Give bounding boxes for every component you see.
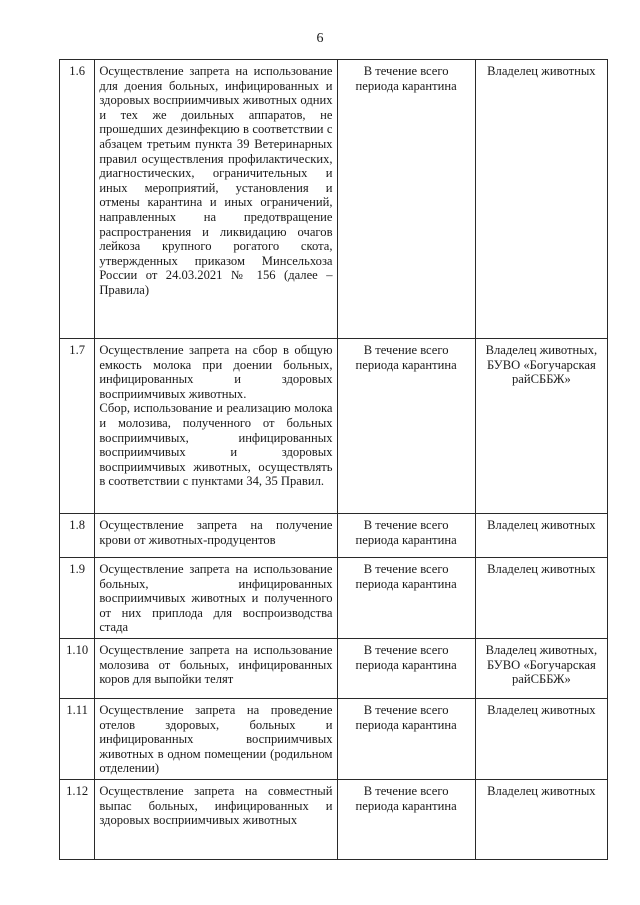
row-term: В течение всего периода карантина — [337, 558, 475, 639]
row-number: 1.7 — [60, 339, 95, 514]
row-description — [95, 558, 337, 639]
row-description — [95, 514, 337, 558]
row-description — [95, 339, 337, 514]
row-term: В течение всего периода карантина — [337, 698, 475, 779]
row-number: 1.8 — [60, 514, 95, 558]
row-description — [95, 638, 337, 698]
row-number: 1.6 — [60, 60, 95, 339]
row-term: В течение всего периода карантина — [337, 60, 475, 339]
row-description — [95, 698, 337, 779]
row-description — [95, 60, 337, 339]
table-row — [60, 638, 608, 698]
row-responsible: Владелец животных — [475, 60, 607, 339]
row-responsible: Владелец животных — [475, 698, 607, 779]
row-number: 1.9 — [60, 558, 95, 639]
description-paragraph: Осуществление запрета на получение крови от животных-продуцентов — [99, 518, 333, 547]
table-row — [60, 339, 608, 514]
row-term: В течение всего периода карантина — [337, 779, 475, 859]
row-responsible: Владелец животных, БУВО «Богучарская райСББЖ» — [475, 638, 607, 698]
table-row — [60, 514, 608, 558]
measures-table — [59, 59, 608, 860]
description-paragraph: Осуществление запрета на использование молозива от больных, инфицированных коров для выпойки телят — [99, 642, 333, 687]
row-number: 1.11 — [60, 698, 95, 779]
description-paragraph: Осуществление запрета на совместный выпас больных, инфицированных и здоровых восприимчивых животных — [99, 783, 333, 828]
description-paragraph: Осуществление запрета на использование больных, инфицированных восприимчивых животных и полученного от них приплода для воспроизводства стада — [99, 562, 333, 635]
row-responsible: Владелец животных — [475, 514, 607, 558]
page-number: 6 — [316, 31, 324, 46]
description-paragraph: Осуществление запрета на сбор в общую емкость молока при доении больных, инфицированных и здоровых восприимчивых животных. — [99, 343, 333, 401]
table-row — [60, 779, 608, 859]
row-term: В течение всего периода карантина — [337, 638, 475, 698]
row-number: 1.10 — [60, 638, 95, 698]
table-row — [60, 698, 608, 779]
row-description — [95, 779, 337, 859]
row-responsible: Владелец животных — [475, 558, 607, 639]
table-row — [60, 60, 608, 339]
row-number: 1.12 — [60, 779, 95, 859]
table-row — [60, 558, 608, 639]
row-term: В течение всего периода карантина — [337, 339, 475, 514]
description-paragraph: Осуществление запрета на использование для доения больных, инфицированных и здоровых восприимчивых животных одних и тех же доильных аппаратов, не прошедших дезинфекцию в соответствии с абзацем третьим пункта 39 Ветеринарных правил осуществления профилактических, диагностических, ограничительных и иных мероприятий, установления и отмены карантина и иных ограничений, направленных на предотвращение распространения и ликвидацию очагов лейкоза крупного рогатого скота, утвержденных приказом Минсельхоза России от 24.03.2021 № 156 (далее – Правила) — [99, 64, 333, 297]
row-responsible: Владелец животных — [475, 779, 607, 859]
row-term: В течение всего периода карантина — [337, 514, 475, 558]
row-responsible: Владелец животных, БУВО «Богучарская райСББЖ» — [475, 339, 607, 514]
description-paragraph: Сбор, использование и реализацию молока и молозива, полученного от больных восприимчивых, инфицированных восприимчивых и здоровых восприимчивых животных, осуществлять в соответствии с пунктами 34, 35 Правил. — [99, 401, 333, 489]
description-paragraph: Осуществление запрета на проведение отелов здоровых, больных и инфицированных восприимчивых животных в одном помещении (родильном отделении) — [99, 702, 333, 776]
